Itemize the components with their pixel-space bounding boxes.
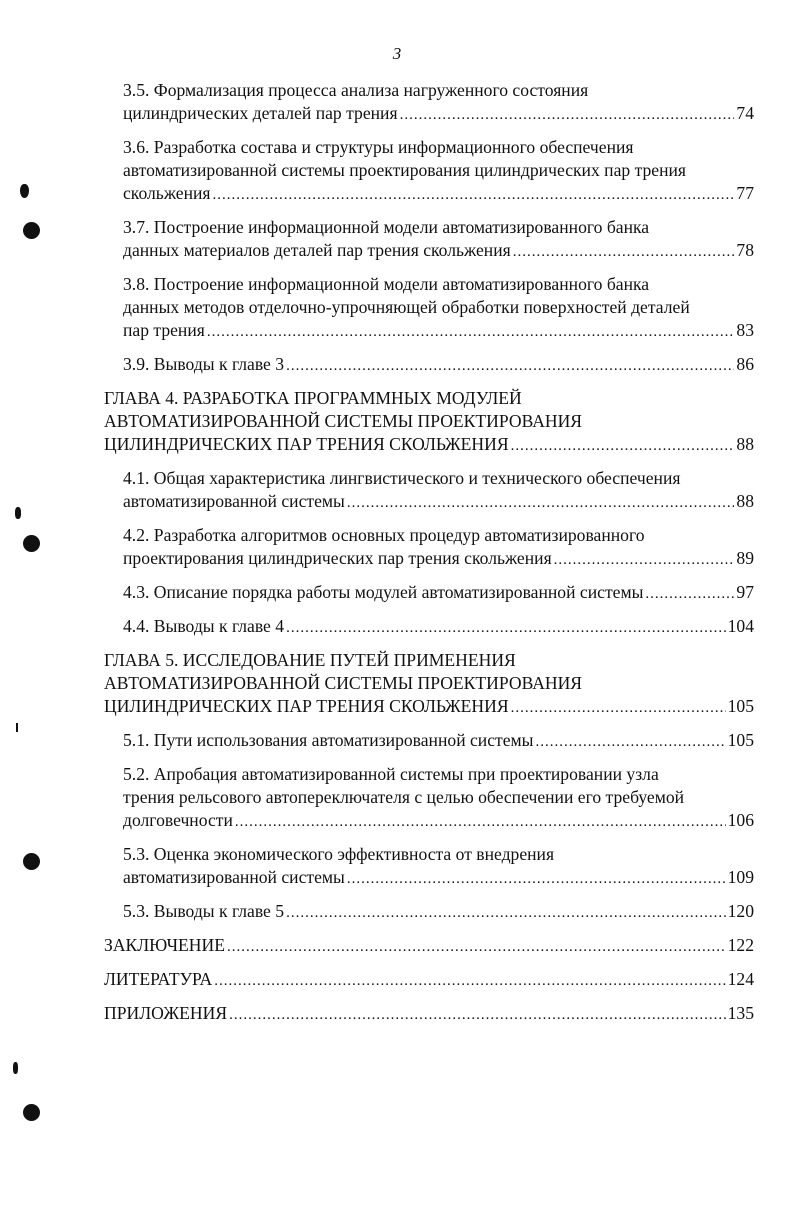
toc-entry-page: 122 bbox=[727, 935, 754, 955]
toc-entry-last-line bbox=[123, 353, 754, 378]
toc-entry-text: ЗАКЛЮЧЕНИЕ bbox=[104, 935, 225, 955]
toc-entry-last-line bbox=[123, 581, 754, 606]
toc-entry-last-line bbox=[104, 934, 754, 959]
toc-entry-text: 4.4. Выводы к главе 4 bbox=[123, 616, 285, 636]
leader-dots bbox=[554, 549, 735, 572]
toc-entry-last-line bbox=[123, 615, 754, 640]
toc-entry-page: 124 bbox=[727, 969, 754, 989]
leader-dots bbox=[347, 868, 726, 891]
toc-entry-text: 3.9. Выводы к главе 3 bbox=[123, 354, 285, 374]
toc-entry-last-line bbox=[123, 866, 754, 891]
toc-chapter-5 bbox=[104, 649, 754, 720]
toc-entry-text: автоматизированной системы bbox=[123, 867, 345, 887]
leader-dots bbox=[214, 970, 725, 993]
punch-hole-mark bbox=[23, 535, 40, 552]
toc-entry-line: 3.7. Построение информационной модели автоматизированного банка bbox=[123, 217, 650, 237]
toc-entry-text: ЦИЛИНДРИЧЕСКИХ ПАР ТРЕНИЯ СКОЛЬЖЕНИЯ bbox=[104, 696, 509, 716]
scan-speck bbox=[16, 723, 18, 732]
toc-entry-3-9 bbox=[123, 353, 754, 378]
scan-speck bbox=[15, 507, 21, 519]
leader-dots bbox=[645, 583, 734, 606]
toc-entry-line: 3.8. Построение информационной модели автоматизированного банка bbox=[123, 274, 650, 294]
toc-entry-line: данных методов отделочно-упрочняющей обработки поверхностей деталей bbox=[123, 297, 690, 317]
toc-entry-page: 109 bbox=[727, 867, 754, 887]
toc-entry-page: 78 bbox=[736, 240, 754, 260]
punch-hole-mark bbox=[23, 222, 40, 239]
toc-entry-text: 4.3. Описание порядка работы модулей автоматизированной системы bbox=[123, 582, 644, 602]
toc-entry-line: автоматизированной системы проектирования цилиндрических пар трения bbox=[123, 160, 687, 180]
toc-entry-5-3 bbox=[123, 843, 754, 891]
toc-entry-page: 88 bbox=[736, 491, 754, 511]
toc-entry-page: 105 bbox=[727, 696, 754, 716]
toc-entry-text: 5.1. Пути использования автоматизированной системы bbox=[123, 730, 534, 750]
toc-entry-page: 86 bbox=[736, 354, 754, 374]
toc-entry-last-line bbox=[123, 102, 754, 127]
toc-entry-last-line bbox=[104, 695, 754, 720]
leader-dots bbox=[227, 936, 726, 959]
toc-entry-last-line bbox=[104, 433, 754, 458]
toc-entry-4-3 bbox=[123, 581, 754, 606]
toc-entry-last-line bbox=[104, 1002, 754, 1027]
toc-entry-line: 4.2. Разработка алгоритмов основных процедур автоматизированного bbox=[123, 525, 645, 545]
toc-chapter-4 bbox=[104, 387, 754, 458]
toc-entry-page: 89 bbox=[736, 548, 754, 568]
page-number: 3 bbox=[392, 44, 402, 63]
table-of-contents bbox=[104, 79, 754, 1036]
leader-dots bbox=[207, 321, 735, 344]
toc-entry-page: 135 bbox=[727, 1003, 754, 1023]
scan-speck bbox=[13, 1062, 18, 1074]
toc-entry-last-line bbox=[123, 547, 754, 572]
toc-entry-text: ПРИЛОЖЕНИЯ bbox=[104, 1003, 228, 1023]
toc-entry-page: 74 bbox=[736, 103, 754, 123]
toc-entry-text: цилиндрических деталей пар трения bbox=[123, 103, 398, 123]
leader-dots bbox=[511, 697, 726, 720]
leader-dots bbox=[286, 902, 726, 925]
toc-chapter-line: АВТОМАТИЗИРОВАННОЙ СИСТЕМЫ ПРОЕКТИРОВАНИЯ bbox=[104, 411, 583, 431]
toc-entry-last-line bbox=[123, 729, 754, 754]
toc-entry-text: ЛИТЕРАТУРА bbox=[104, 969, 213, 989]
leader-dots bbox=[400, 104, 735, 127]
toc-literature bbox=[104, 968, 754, 993]
leader-dots bbox=[511, 435, 735, 458]
leader-dots bbox=[536, 731, 726, 754]
toc-entry-page: 77 bbox=[736, 183, 754, 203]
toc-chapter-line: ГЛАВА 5. ИССЛЕДОВАНИЕ ПУТЕЙ ПРИМЕНЕНИЯ bbox=[104, 650, 516, 670]
toc-entry-last-line bbox=[123, 490, 754, 515]
toc-entry-text: автоматизированной системы bbox=[123, 491, 345, 511]
leader-dots bbox=[235, 811, 726, 834]
leader-dots bbox=[286, 617, 726, 640]
toc-entry-text: долговечности bbox=[123, 810, 233, 830]
scan-speck bbox=[20, 184, 29, 198]
toc-entry-3-5 bbox=[123, 79, 754, 127]
toc-entry-text: данных материалов деталей пар трения скольжения bbox=[123, 240, 511, 260]
toc-entry-text: ЦИЛИНДРИЧЕСКИХ ПАР ТРЕНИЯ СКОЛЬЖЕНИЯ bbox=[104, 434, 509, 454]
toc-entry-last-line bbox=[123, 809, 754, 834]
toc-entry-3-7 bbox=[123, 216, 754, 264]
punch-hole-mark bbox=[23, 853, 40, 870]
toc-entry-3-8 bbox=[123, 273, 754, 344]
toc-entry-text: скольжения bbox=[123, 183, 211, 203]
toc-entry-page: 120 bbox=[727, 901, 754, 921]
toc-entry-page: 83 bbox=[736, 320, 754, 340]
toc-entry-3-6 bbox=[123, 136, 754, 207]
toc-entry-line: 5.3. Оценка экономического эффективноста от внедрения bbox=[123, 844, 555, 864]
toc-entry-5-1 bbox=[123, 729, 754, 754]
toc-entry-line: 5.2. Апробация автоматизированной системы при проектировании узла bbox=[123, 764, 659, 784]
toc-chapter-line: АВТОМАТИЗИРОВАННОЙ СИСТЕМЫ ПРОЕКТИРОВАНИЯ bbox=[104, 673, 583, 693]
toc-entry-5-2 bbox=[123, 763, 754, 834]
toc-entry-page: 97 bbox=[736, 582, 754, 602]
toc-entry-last-line bbox=[123, 239, 754, 264]
toc-entry-4-1 bbox=[123, 467, 754, 515]
toc-entry-page: 104 bbox=[727, 616, 754, 636]
toc-entry-last-line bbox=[123, 900, 754, 925]
toc-entry-5-3-conclusions bbox=[123, 900, 754, 925]
toc-appendices bbox=[104, 1002, 754, 1027]
punch-hole-mark bbox=[23, 1104, 40, 1121]
leader-dots bbox=[347, 492, 735, 515]
toc-entry-line: 3.5. Формализация процесса анализа нагруженного состояния bbox=[123, 80, 589, 100]
toc-entry-page: 88 bbox=[736, 434, 754, 454]
toc-conclusion bbox=[104, 934, 754, 959]
leader-dots bbox=[229, 1004, 726, 1027]
toc-entry-line: 3.6. Разработка состава и структуры информационного обеспечения bbox=[123, 137, 634, 157]
toc-chapter-line: ГЛАВА 4. РАЗРАБОТКА ПРОГРАММНЫХ МОДУЛЕЙ bbox=[104, 388, 522, 408]
toc-entry-page: 105 bbox=[727, 730, 754, 750]
toc-entry-text: 5.3. Выводы к главе 5 bbox=[123, 901, 285, 921]
toc-entry-last-line bbox=[123, 182, 754, 207]
toc-entry-line: трения рельсового автопереключателя с целью обеспечении его требуемой bbox=[123, 787, 685, 807]
toc-entry-text: пар трения bbox=[123, 320, 205, 340]
toc-entry-last-line bbox=[104, 968, 754, 993]
toc-entry-text: проектирования цилиндрических пар трения скольжения bbox=[123, 548, 552, 568]
leader-dots bbox=[286, 355, 734, 378]
toc-entry-last-line bbox=[123, 319, 754, 344]
toc-entry-4-4 bbox=[123, 615, 754, 640]
toc-entry-line: 4.1. Общая характеристика лингвистического и технического обеспечения bbox=[123, 468, 681, 488]
leader-dots bbox=[213, 184, 735, 207]
leader-dots bbox=[513, 241, 735, 264]
toc-entry-page: 106 bbox=[727, 810, 754, 830]
toc-entry-4-2 bbox=[123, 524, 754, 572]
